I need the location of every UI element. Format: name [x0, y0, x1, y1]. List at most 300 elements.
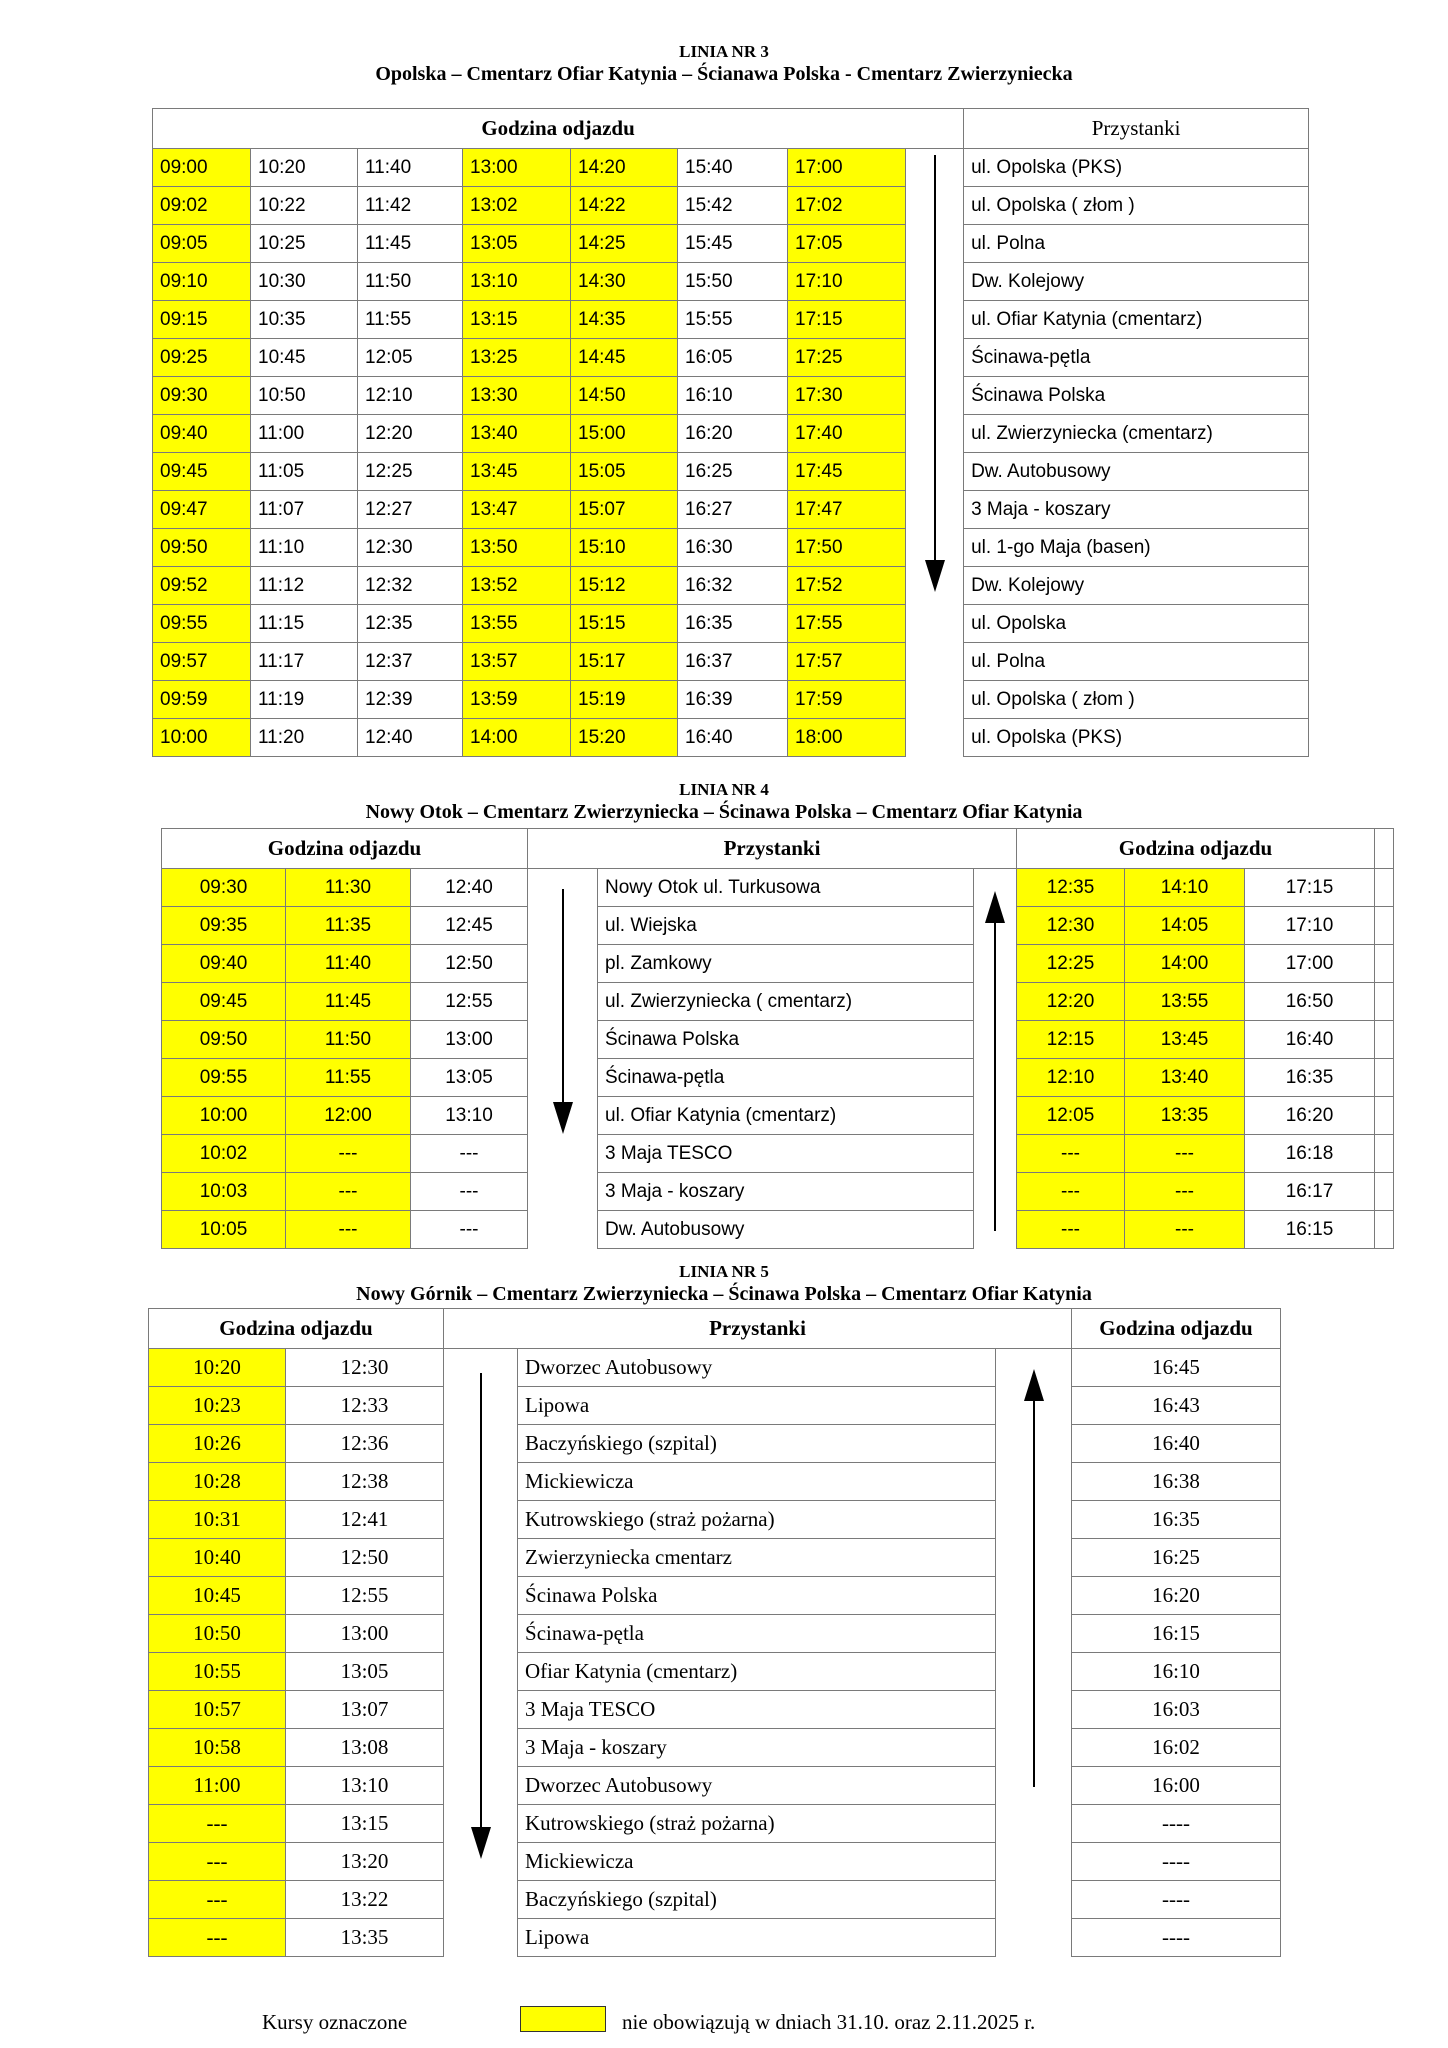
line4-title: LINIA NR 4	[679, 780, 769, 799]
departure-time: 11:07	[251, 491, 358, 529]
departure-time: 17:05	[788, 225, 906, 263]
departure-time: 15:05	[571, 453, 678, 491]
departure-time: 17:10	[788, 263, 906, 301]
departure-time-return: ---	[1017, 1173, 1125, 1211]
stop-name: ul. Wiejska	[598, 907, 974, 945]
stop-name: Dw. Kolejowy	[964, 567, 1309, 605]
table-row	[153, 187, 1309, 225]
departure-time: 12:30	[358, 529, 463, 567]
departure-time: 16:05	[678, 339, 788, 377]
line3-header-times: Godzina odjazdu	[153, 109, 964, 149]
departure-time-outbound: 10:26	[149, 1425, 286, 1463]
departure-time-outbound: 10:55	[149, 1653, 286, 1691]
stop-name: 3 Maja TESCO	[518, 1691, 996, 1729]
stop-name: 3 Maja TESCO	[598, 1135, 974, 1173]
stop-name: Ścinawa-pętla	[518, 1615, 996, 1653]
departure-time: 09:30	[153, 377, 251, 415]
stop-name: ul. Ofiar Katynia (cmentarz)	[598, 1097, 974, 1135]
departure-time: 17:57	[788, 643, 906, 681]
departure-time-return: 16:10	[1072, 1653, 1281, 1691]
stop-name: Mickiewicza	[518, 1843, 996, 1881]
stop-name: ul. Opolska (PKS)	[964, 719, 1309, 757]
table-row	[149, 1387, 1281, 1425]
table-row	[149, 1539, 1281, 1577]
spacer-cell	[1375, 1173, 1394, 1211]
departure-time-return: 17:10	[1245, 907, 1375, 945]
departure-time-outbound: 13:10	[411, 1097, 528, 1135]
line5-timetable	[148, 1308, 1281, 1957]
table-row	[153, 491, 1309, 529]
table-row	[153, 529, 1309, 567]
table-row	[149, 1653, 1281, 1691]
spacer-cell	[1375, 1211, 1394, 1249]
table-row	[153, 453, 1309, 491]
line5-header-stops: Przystanki	[444, 1309, 1072, 1349]
departure-time-outbound: 13:10	[286, 1767, 444, 1805]
departure-time: 09:55	[153, 605, 251, 643]
legend-prefix: Kursy oznaczone	[262, 2010, 408, 2034]
departure-time: 14:35	[571, 301, 678, 339]
departure-time-outbound: 13:20	[286, 1843, 444, 1881]
table-row	[149, 1425, 1281, 1463]
departure-time-outbound: 12:38	[286, 1463, 444, 1501]
departure-time: 16:40	[678, 719, 788, 757]
departure-time: 14:22	[571, 187, 678, 225]
table-row	[162, 1211, 1394, 1249]
departure-time-return: 13:35	[1125, 1097, 1245, 1135]
departure-time-outbound: 11:40	[286, 945, 411, 983]
departure-time: 16:30	[678, 529, 788, 567]
departure-time: 10:25	[251, 225, 358, 263]
departure-time: 15:50	[678, 263, 788, 301]
departure-time-outbound: 13:22	[286, 1881, 444, 1919]
stop-name: Ścinawa Polska	[598, 1021, 974, 1059]
departure-time: 10:30	[251, 263, 358, 301]
table-row	[149, 1463, 1281, 1501]
line5-title: LINIA NR 5	[679, 1262, 769, 1281]
departure-time: 10:22	[251, 187, 358, 225]
departure-time-return: 16:35	[1072, 1501, 1281, 1539]
departure-time: 17:15	[788, 301, 906, 339]
departure-time: 09:02	[153, 187, 251, 225]
departure-time-return: 16:50	[1245, 983, 1375, 1021]
departure-time-outbound: 09:50	[162, 1021, 286, 1059]
departure-time: 12:37	[358, 643, 463, 681]
departure-time-return: 16:17	[1245, 1173, 1375, 1211]
departure-time: 11:45	[358, 225, 463, 263]
departure-time-outbound: 12:41	[286, 1501, 444, 1539]
departure-time: 12:27	[358, 491, 463, 529]
stop-name: 3 Maja - koszary	[518, 1729, 996, 1767]
departure-time: 12:32	[358, 567, 463, 605]
line5-route: Nowy Górnik – Cmentarz Zwierzyniecka – Ścinawa Polska – Cmentarz Ofiar Katynia	[356, 1283, 1092, 1305]
departure-time-outbound: 13:15	[286, 1805, 444, 1843]
departure-time-outbound: 12:00	[286, 1097, 411, 1135]
departure-time-return: 16:40	[1072, 1425, 1281, 1463]
departure-time: 10:00	[153, 719, 251, 757]
stop-name: ul. Zwierzyniecka (cmentarz)	[964, 415, 1309, 453]
table-row	[153, 225, 1309, 263]
table-row	[149, 1767, 1281, 1805]
departure-time: 11:05	[251, 453, 358, 491]
departure-time: 15:00	[571, 415, 678, 453]
table-row	[153, 149, 1309, 187]
stop-name: Dworzec Autobusowy	[518, 1349, 996, 1387]
stop-name: 3 Maja - koszary	[964, 491, 1309, 529]
table-row	[149, 1919, 1281, 1957]
departure-time-return: ----	[1072, 1919, 1281, 1957]
departure-time: 11:42	[358, 187, 463, 225]
direction-arrow-up-icon	[974, 869, 1017, 1249]
departure-time-outbound: ---	[149, 1843, 286, 1881]
departure-time: 13:02	[463, 187, 571, 225]
table-row	[153, 643, 1309, 681]
departure-time: 17:50	[788, 529, 906, 567]
table-row	[149, 1615, 1281, 1653]
departure-time: 11:50	[358, 263, 463, 301]
direction-arrow-down-icon	[528, 869, 598, 1249]
stop-name: Kutrowskiego (straż pożarna)	[518, 1805, 996, 1843]
table-row	[149, 1729, 1281, 1767]
departure-time: 11:10	[251, 529, 358, 567]
legend-highlight-swatch	[520, 2006, 606, 2032]
table-row	[149, 1843, 1281, 1881]
line5-header-times-left: Godzina odjazdu	[149, 1309, 444, 1349]
stop-name: Lipowa	[518, 1919, 996, 1957]
departure-time-outbound: 11:50	[286, 1021, 411, 1059]
departure-time: 12:20	[358, 415, 463, 453]
departure-time: 15:45	[678, 225, 788, 263]
departure-time: 13:52	[463, 567, 571, 605]
stop-name: Baczyńskiego (szpital)	[518, 1881, 996, 1919]
stop-name: Dworzec Autobusowy	[518, 1767, 996, 1805]
departure-time: 16:20	[678, 415, 788, 453]
departure-time: 18:00	[788, 719, 906, 757]
stop-name: Dw. Kolejowy	[964, 263, 1309, 301]
departure-time: 14:45	[571, 339, 678, 377]
departure-time: 15:17	[571, 643, 678, 681]
stop-name: ul. Opolska ( złom )	[964, 681, 1309, 719]
departure-time: 13:55	[463, 605, 571, 643]
departure-time: 16:32	[678, 567, 788, 605]
departure-time-return: 12:30	[1017, 907, 1125, 945]
departure-time-outbound: 10:57	[149, 1691, 286, 1729]
table-row	[153, 301, 1309, 339]
departure-time: 14:50	[571, 377, 678, 415]
departure-time: 11:15	[251, 605, 358, 643]
table-row	[149, 1691, 1281, 1729]
departure-time-outbound: 11:30	[286, 869, 411, 907]
departure-time-return: 16:03	[1072, 1691, 1281, 1729]
departure-time: 15:40	[678, 149, 788, 187]
table-row	[162, 869, 1394, 907]
departure-time: 13:00	[463, 149, 571, 187]
departure-time-outbound: 10:31	[149, 1501, 286, 1539]
departure-time-outbound: 13:05	[286, 1653, 444, 1691]
departure-time: 10:20	[251, 149, 358, 187]
departure-time: 17:47	[788, 491, 906, 529]
stop-name: Mickiewicza	[518, 1463, 996, 1501]
line5-header-times-right: Godzina odjazdu	[1072, 1309, 1281, 1349]
stop-name: Ścinawa-pętla	[598, 1059, 974, 1097]
departure-time-return: 16:40	[1245, 1021, 1375, 1059]
departure-time-return: 16:02	[1072, 1729, 1281, 1767]
departure-time: 17:52	[788, 567, 906, 605]
stop-name: ul. Opolska	[964, 605, 1309, 643]
departure-time-outbound: 10:23	[149, 1387, 286, 1425]
departure-time-return: 13:45	[1125, 1021, 1245, 1059]
table-row	[162, 907, 1394, 945]
departure-time-return: ---	[1125, 1211, 1245, 1249]
departure-time-outbound: 09:35	[162, 907, 286, 945]
departure-time-outbound: 10:20	[149, 1349, 286, 1387]
departure-time: 13:10	[463, 263, 571, 301]
departure-time-outbound: 10:50	[149, 1615, 286, 1653]
spacer-cell	[1375, 1021, 1394, 1059]
direction-arrow-up-icon	[996, 1349, 1072, 1957]
departure-time: 17:25	[788, 339, 906, 377]
departure-time-return: 14:05	[1125, 907, 1245, 945]
table-row	[153, 605, 1309, 643]
departure-time-return: 16:43	[1072, 1387, 1281, 1425]
table-row	[162, 1021, 1394, 1059]
departure-time-outbound: ---	[149, 1881, 286, 1919]
departure-time-outbound: 12:30	[286, 1349, 444, 1387]
departure-time: 11:00	[251, 415, 358, 453]
departure-time: 11:55	[358, 301, 463, 339]
departure-time-outbound: 12:55	[411, 983, 528, 1021]
departure-time-outbound: 13:35	[286, 1919, 444, 1957]
departure-time: 09:50	[153, 529, 251, 567]
departure-time: 12:40	[358, 719, 463, 757]
departure-time: 13:50	[463, 529, 571, 567]
departure-time-return: 17:15	[1245, 869, 1375, 907]
departure-time: 10:35	[251, 301, 358, 339]
departure-time-return: ----	[1072, 1805, 1281, 1843]
departure-time-return: 16:38	[1072, 1463, 1281, 1501]
departure-time-outbound: ---	[411, 1135, 528, 1173]
departure-time: 16:27	[678, 491, 788, 529]
table-row	[149, 1805, 1281, 1843]
departure-time-outbound: ---	[286, 1135, 411, 1173]
departure-time-return: 16:45	[1072, 1349, 1281, 1387]
departure-time-return: 14:10	[1125, 869, 1245, 907]
departure-time-outbound: ---	[286, 1211, 411, 1249]
stop-name: Ofiar Katynia (cmentarz)	[518, 1653, 996, 1691]
line3-title: LINIA NR 3	[679, 42, 769, 61]
departure-time-return: 12:15	[1017, 1021, 1125, 1059]
stop-name: Ścinawa Polska	[518, 1577, 996, 1615]
departure-time-outbound: 10:45	[149, 1577, 286, 1615]
departure-time-outbound: 13:00	[286, 1615, 444, 1653]
departure-time: 17:00	[788, 149, 906, 187]
departure-time-return: 12:05	[1017, 1097, 1125, 1135]
departure-time-outbound: 12:33	[286, 1387, 444, 1425]
departure-time-return: ----	[1072, 1881, 1281, 1919]
line5-heading	[0, 1262, 1448, 1306]
stop-name: 3 Maja - koszary	[598, 1173, 974, 1211]
departure-time-outbound: ---	[411, 1173, 528, 1211]
departure-time: 14:20	[571, 149, 678, 187]
departure-time: 10:45	[251, 339, 358, 377]
table-row	[162, 1097, 1394, 1135]
stop-name: ul. 1-go Maja (basen)	[964, 529, 1309, 567]
line4-header-times-right: Godzina odjazdu	[1017, 829, 1375, 869]
departure-time-outbound: 09:30	[162, 869, 286, 907]
departure-time-return: 12:20	[1017, 983, 1125, 1021]
departure-time: 17:45	[788, 453, 906, 491]
spacer-cell	[1375, 945, 1394, 983]
departure-time-outbound: ---	[286, 1173, 411, 1211]
table-row	[153, 415, 1309, 453]
table-row	[162, 1135, 1394, 1173]
departure-time-return: 12:10	[1017, 1059, 1125, 1097]
departure-time: 13:57	[463, 643, 571, 681]
spacer-cell	[1375, 1097, 1394, 1135]
departure-time-outbound: 11:35	[286, 907, 411, 945]
stop-name: ul. Polna	[964, 225, 1309, 263]
departure-time-outbound: 12:36	[286, 1425, 444, 1463]
table-row	[162, 1173, 1394, 1211]
departure-time: 09:59	[153, 681, 251, 719]
departure-time-outbound: ---	[411, 1211, 528, 1249]
stop-name: ul. Ofiar Katynia (cmentarz)	[964, 301, 1309, 339]
departure-time-outbound: 13:05	[411, 1059, 528, 1097]
departure-time: 15:20	[571, 719, 678, 757]
departure-time: 13:47	[463, 491, 571, 529]
departure-time-return: 16:35	[1245, 1059, 1375, 1097]
departure-time: 16:35	[678, 605, 788, 643]
stop-name: Ścinawa-pętla	[964, 339, 1309, 377]
departure-time-return: 16:25	[1072, 1539, 1281, 1577]
stop-name: Kutrowskiego (straż pożarna)	[518, 1501, 996, 1539]
stop-name: Dw. Autobusowy	[598, 1211, 974, 1249]
stop-name: Nowy Otok ul. Turkusowa	[598, 869, 974, 907]
departure-time: 11:40	[358, 149, 463, 187]
table-row	[153, 339, 1309, 377]
departure-time-outbound: 12:45	[411, 907, 528, 945]
departure-time-outbound: 10:02	[162, 1135, 286, 1173]
departure-time-outbound: 12:50	[411, 945, 528, 983]
stop-name: ul. Opolska (PKS)	[964, 149, 1309, 187]
departure-time-return: 14:00	[1125, 945, 1245, 983]
departure-time-outbound: 09:40	[162, 945, 286, 983]
departure-time-return: 13:55	[1125, 983, 1245, 1021]
departure-time-outbound: 09:45	[162, 983, 286, 1021]
departure-time-outbound: 10:28	[149, 1463, 286, 1501]
departure-time: 13:05	[463, 225, 571, 263]
stop-name: ul. Polna	[964, 643, 1309, 681]
departure-time-outbound: 10:05	[162, 1211, 286, 1249]
departure-time: 17:02	[788, 187, 906, 225]
spacer-cell	[1375, 869, 1394, 907]
departure-time: 09:57	[153, 643, 251, 681]
departure-time: 17:55	[788, 605, 906, 643]
stop-name: ul. Opolska ( złom )	[964, 187, 1309, 225]
departure-time: 11:19	[251, 681, 358, 719]
departure-time: 12:10	[358, 377, 463, 415]
departure-time: 11:20	[251, 719, 358, 757]
table-row	[149, 1577, 1281, 1615]
departure-time: 09:45	[153, 453, 251, 491]
departure-time: 16:25	[678, 453, 788, 491]
spacer-cell	[1375, 1135, 1394, 1173]
stop-name: Zwierzyniecka cmentarz	[518, 1539, 996, 1577]
departure-time: 13:15	[463, 301, 571, 339]
spacer-cell	[1375, 1059, 1394, 1097]
departure-time: 09:52	[153, 567, 251, 605]
table-row	[153, 681, 1309, 719]
departure-time-return: ----	[1072, 1843, 1281, 1881]
departure-time-return: 16:15	[1072, 1615, 1281, 1653]
line3-heading	[0, 42, 1448, 86]
table-row	[162, 945, 1394, 983]
line4-timetable	[161, 828, 1394, 1249]
departure-time-outbound: 11:45	[286, 983, 411, 1021]
departure-time: 14:00	[463, 719, 571, 757]
departure-time: 12:35	[358, 605, 463, 643]
departure-time: 12:05	[358, 339, 463, 377]
stop-name: ul. Zwierzyniecka ( cmentarz)	[598, 983, 974, 1021]
table-row	[149, 1501, 1281, 1539]
departure-time: 17:30	[788, 377, 906, 415]
table-row	[162, 1059, 1394, 1097]
departure-time-return: ---	[1125, 1135, 1245, 1173]
departure-time: 11:17	[251, 643, 358, 681]
table-row	[149, 1881, 1281, 1919]
line4-header-times-left: Godzina odjazdu	[162, 829, 528, 869]
direction-arrow-down-icon	[906, 149, 964, 757]
departure-time-outbound: 12:50	[286, 1539, 444, 1577]
departure-time-outbound: 13:08	[286, 1729, 444, 1767]
departure-time: 13:25	[463, 339, 571, 377]
line3-route: Opolska – Cmentarz Ofiar Katynia – Ścianawa Polska - Cmentarz Zwierzyniecka	[375, 63, 1073, 85]
departure-time-return: 16:00	[1072, 1767, 1281, 1805]
departure-time: 14:25	[571, 225, 678, 263]
departure-time-return: 16:20	[1072, 1577, 1281, 1615]
table-row	[153, 377, 1309, 415]
line3-timetable	[152, 108, 1309, 757]
departure-time: 12:25	[358, 453, 463, 491]
legend-suffix: nie obowiązują w dniach 31.10. oraz 2.11.2025 r.	[622, 2010, 1036, 2034]
table-row	[149, 1349, 1281, 1387]
departure-time-outbound: 09:55	[162, 1059, 286, 1097]
departure-time-return: ---	[1017, 1135, 1125, 1173]
departure-time-outbound: 10:40	[149, 1539, 286, 1577]
departure-time-outbound: 10:58	[149, 1729, 286, 1767]
departure-time: 09:40	[153, 415, 251, 453]
departure-time: 15:10	[571, 529, 678, 567]
departure-time-outbound: 13:07	[286, 1691, 444, 1729]
direction-arrow-down-icon	[444, 1349, 518, 1957]
departure-time-outbound: 13:00	[411, 1021, 528, 1059]
departure-time: 13:40	[463, 415, 571, 453]
departure-time: 15:55	[678, 301, 788, 339]
departure-time: 17:59	[788, 681, 906, 719]
departure-time-outbound: 10:00	[162, 1097, 286, 1135]
spacer-cell	[1375, 907, 1394, 945]
departure-time: 09:15	[153, 301, 251, 339]
stop-name: Ścinawa Polska	[964, 377, 1309, 415]
departure-time-return: 12:35	[1017, 869, 1125, 907]
departure-time: 16:37	[678, 643, 788, 681]
departure-time-return: 16:18	[1245, 1135, 1375, 1173]
departure-time: 15:07	[571, 491, 678, 529]
departure-time-outbound: 12:55	[286, 1577, 444, 1615]
table-row	[153, 263, 1309, 301]
departure-time: 16:39	[678, 681, 788, 719]
departure-time-outbound: 12:40	[411, 869, 528, 907]
